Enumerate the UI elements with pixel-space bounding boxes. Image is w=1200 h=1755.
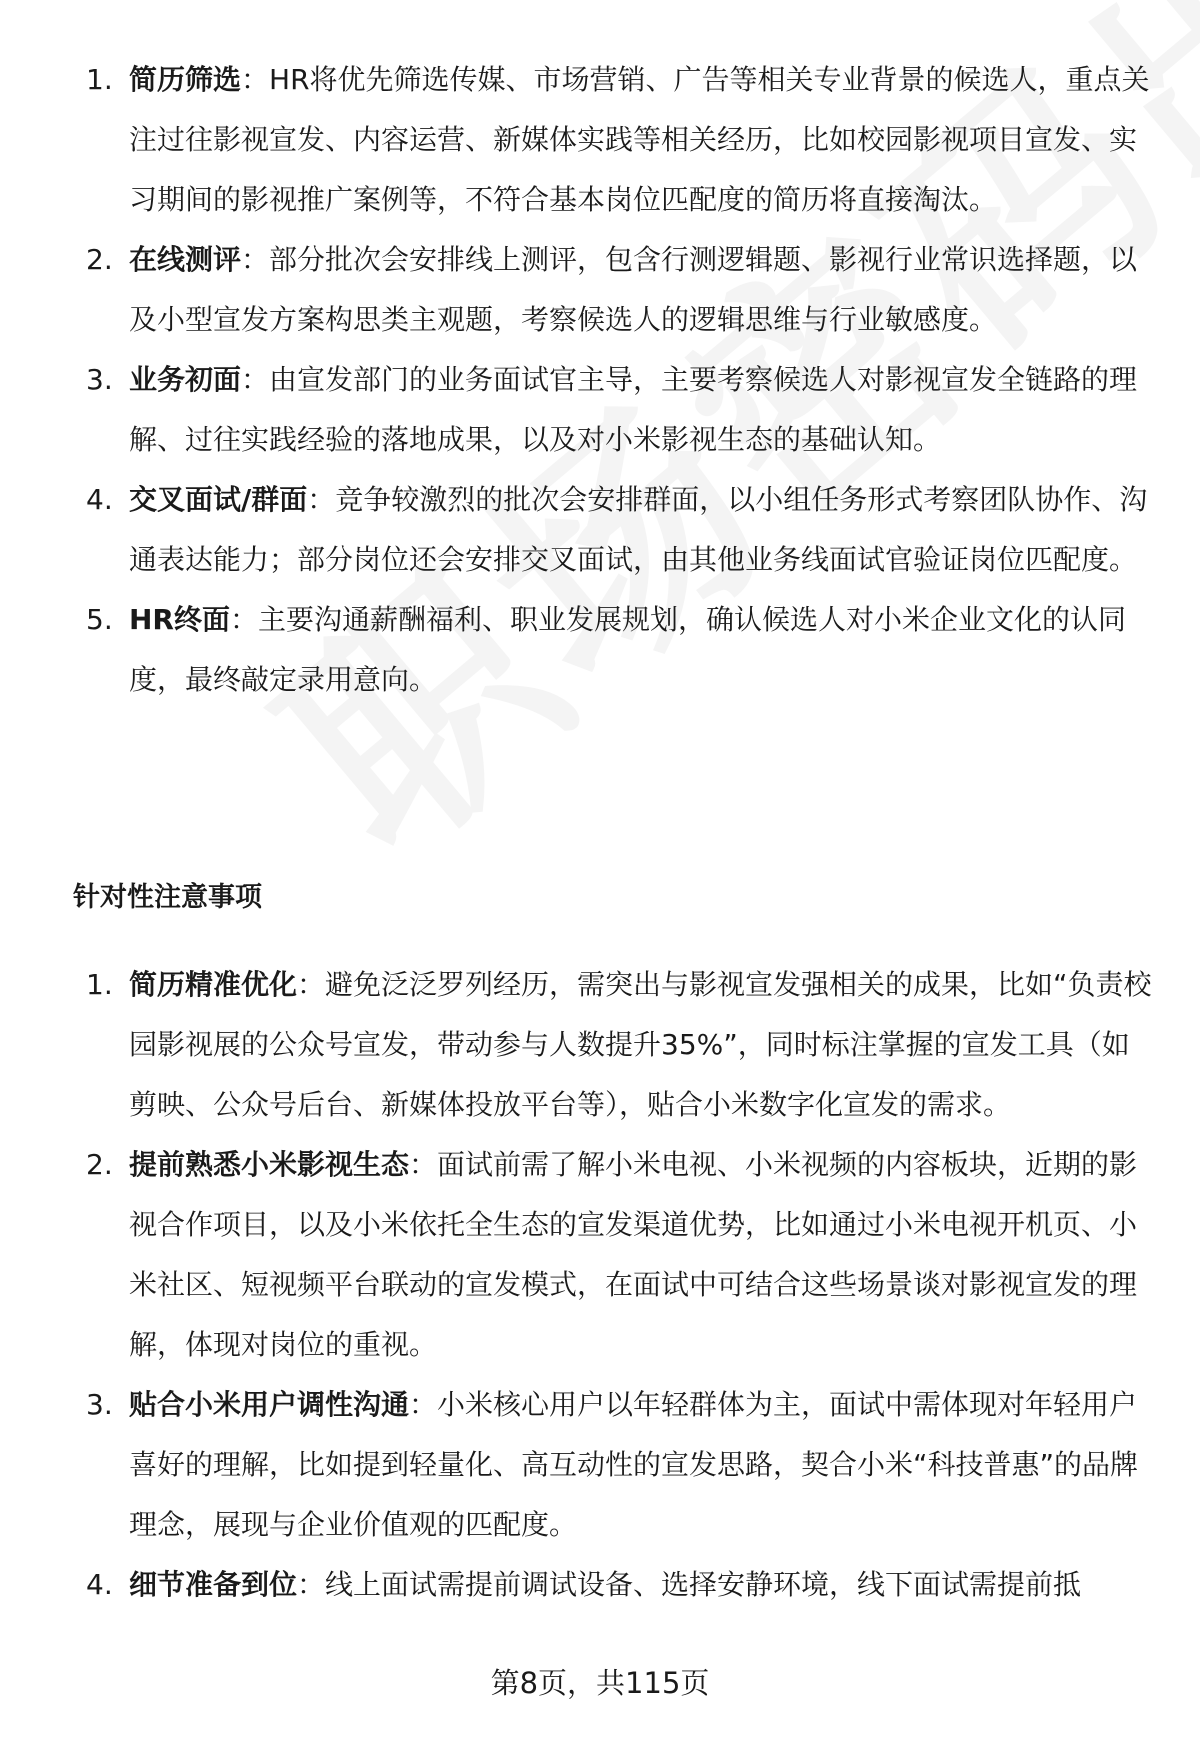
item-term: 业务初面 bbox=[129, 363, 242, 396]
item-term: 贴合小米用户调性沟通 bbox=[129, 1388, 410, 1421]
item-text: 部分批次会安排线上测评，包含行测逻辑题、影视行业常识选择题，以及小型宣发方案构思类主观题，考察候选人的逻辑思维与行业敏感度。 bbox=[129, 243, 1138, 336]
item-separator: ： bbox=[241, 363, 270, 396]
item-number: 4. bbox=[86, 483, 113, 516]
list-item-2 bbox=[0, 1135, 1200, 1375]
list-item-1 bbox=[0, 50, 1200, 230]
item-number: 1. bbox=[86, 63, 113, 96]
item-text: 由宣发部门的业务面试官主导，主要考察候选人对影视宣发全链路的理解、过往实践经验的落地成果，以及对小米影视生态的基础认知。 bbox=[129, 363, 1138, 456]
list-item-3 bbox=[0, 350, 1200, 470]
list-item-4 bbox=[0, 1555, 1200, 1615]
item-number: 2. bbox=[86, 1148, 113, 1181]
item-term: HR终面 bbox=[129, 603, 230, 636]
item-term: 简历筛选 bbox=[129, 63, 242, 96]
list-item-2 bbox=[0, 230, 1200, 350]
page-number-footer: 第8页，共115页 bbox=[490, 1666, 710, 1700]
item-term: 细节准备到位 bbox=[129, 1568, 298, 1601]
item-separator: ： bbox=[409, 1148, 438, 1181]
item-text: 主要沟通薪酬福利、职业发展规划，确认候选人对小米企业文化的认同度，最终敲定录用意向。 bbox=[129, 603, 1127, 696]
item-text: HR将优先筛选传媒、市场营销、广告等相关专业背景的候选人，重点关注过往影视宣发、内容运营、新媒体实践等相关经历，比如校园影视项目宣发、实习期间的影视推广案例等，不符合基本岗位匹配度的简历将直接淘汰。 bbox=[129, 63, 1150, 216]
item-text: 小米核心用户以年轻群体为主，面试中需体现对年轻用户喜好的理解，比如提到轻量化、高互动性的宣发思路，契合小米“科技普惠”的品牌理念，展现与企业价值观的匹配度。 bbox=[129, 1388, 1139, 1541]
list-item-3 bbox=[0, 1375, 1200, 1555]
item-number: 2. bbox=[86, 243, 113, 276]
item-separator: ： bbox=[307, 483, 336, 516]
item-text: 面试前需了解小米电视、小米视频的内容板块，近期的影视合作项目，以及小米依托全生态的宣发渠道优势，比如通过小米电视开机页、小米社区、短视频平台联动的宣发模式，在面试中可结合这些场景谈对影视宣发的理解，体现对岗位的重视。 bbox=[129, 1148, 1138, 1361]
item-number: 4. bbox=[86, 1568, 113, 1601]
tips-list bbox=[0, 955, 1200, 1615]
item-term: 提前熟悉小米影视生态 bbox=[129, 1148, 410, 1181]
item-separator: ： bbox=[297, 1568, 326, 1601]
item-text: 避免泛泛罗列经历，需突出与影视宣发强相关的成果，比如“负责校园影视展的公众号宣发，带动参与人数提升35%”，同时标注掌握的宣发工具（如剪映、公众号后台、新媒体投放平台等），贴合小米数字化宣发的需求。 bbox=[129, 968, 1152, 1121]
process-list bbox=[0, 50, 1200, 710]
item-separator: ： bbox=[241, 63, 270, 96]
item-separator: ： bbox=[230, 603, 259, 636]
item-number: 1. bbox=[86, 968, 113, 1001]
item-term: 简历精准优化 bbox=[129, 968, 298, 1001]
item-separator: ： bbox=[241, 243, 270, 276]
list-item-1 bbox=[0, 955, 1200, 1135]
item-separator: ： bbox=[409, 1388, 438, 1421]
section-heading: 针对性注意事项 bbox=[73, 882, 262, 913]
item-number: 5. bbox=[86, 603, 113, 636]
item-text: 竞争较激烈的批次会安排群面，以小组任务形式考察团队协作、沟通表达能力；部分岗位还会安排交叉面试，由其他业务线面试官验证岗位匹配度。 bbox=[129, 483, 1148, 576]
item-term: 交叉面试/群面 bbox=[129, 483, 308, 516]
item-number: 3. bbox=[86, 1388, 113, 1421]
item-text: 线上面试需提前调试设备、选择安静环境，线下面试需提前抵 bbox=[325, 1568, 1082, 1601]
list-item-5 bbox=[0, 590, 1200, 710]
item-term: 在线测评 bbox=[129, 243, 242, 276]
item-number: 3. bbox=[86, 363, 113, 396]
item-separator: ： bbox=[297, 968, 326, 1001]
list-item-4 bbox=[0, 470, 1200, 590]
